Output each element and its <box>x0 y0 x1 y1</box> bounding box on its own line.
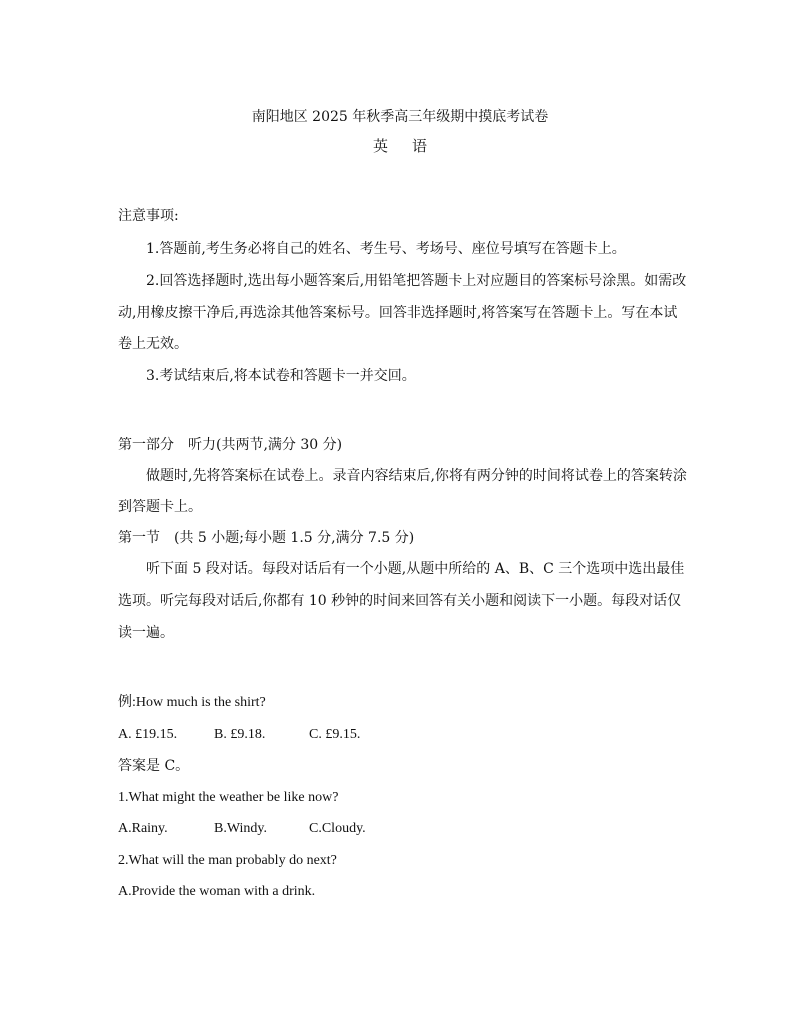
part1-instruction-line-2: 到答题卡上。 <box>118 499 202 515</box>
example-answer: 答案是 C。 <box>118 758 190 774</box>
part1-instruction-line-1: 做题时,先将答案标在试卷上。录音内容结束后,你将有两分钟的时间将试卷上的答案转涂 <box>146 468 687 484</box>
question-1-options <box>118 820 688 838</box>
example-options <box>118 726 688 744</box>
section1-instruction-line-2: 选项。听完每段对话后,你都有 10 秒钟的时间来回答有关小题和阅读下一小题。每段对话仅 <box>118 593 682 609</box>
exam-title: 南阳地区 2025 年秋季高三年级期中摸底考试卷 <box>251 109 549 125</box>
example-option-b: B. £9.18. <box>214 727 266 742</box>
notice-item-2-line-2: 动,用橡皮擦干净后,再选涂其他答案标号。回答非选择题时,将答案写在答题卡上。写在本试 <box>118 305 678 321</box>
question-2: 2.What will the man probably do next? <box>118 853 337 868</box>
section1-instruction-line-3: 读一遍。 <box>118 625 174 641</box>
subject-title: 英语 <box>372 137 451 155</box>
question-1-option-b: B.Windy. <box>214 821 267 836</box>
section1-heading: 第一节 (共 5 小题;每小题 1.5 分,满分 7.5 分) <box>118 530 415 546</box>
question-2-option-a: A.Provide the woman with a drink. <box>118 884 316 899</box>
example-option-a: A. £19.15. <box>118 727 178 742</box>
notice-heading: 注意事项: <box>118 208 179 224</box>
section1-instruction-line-1: 听下面 5 段对话。每段对话后有一个小题,从题中所给的 A、B、C 三个选项中选出最佳 <box>146 561 685 577</box>
notice-item-1: 1.答题前,考生务必将自己的姓名、考生号、考场号、座位号填写在答题卡上。 <box>146 241 626 257</box>
notice-item-2-line-3: 卷上无效。 <box>118 336 188 352</box>
example-option-c: C. £9.15. <box>309 727 361 742</box>
example-question: 例:How much is the shirt? <box>118 695 266 710</box>
question-1-option-a: A.Rainy. <box>118 821 168 836</box>
notice-item-3: 3.考试结束后,将本试卷和答题卡一并交回。 <box>146 368 416 384</box>
question-1-option-c: C.Cloudy. <box>309 821 366 836</box>
question-1: 1.What might the weather be like now? <box>118 790 339 805</box>
notice-item-2-line-1: 2.回答选择题时,选出每小题答案后,用铅笔把答题卡上对应题目的答案标号涂黑。如需改 <box>146 273 687 289</box>
part1-heading: 第一部分 听力(共两节,满分 30 分) <box>118 437 343 453</box>
